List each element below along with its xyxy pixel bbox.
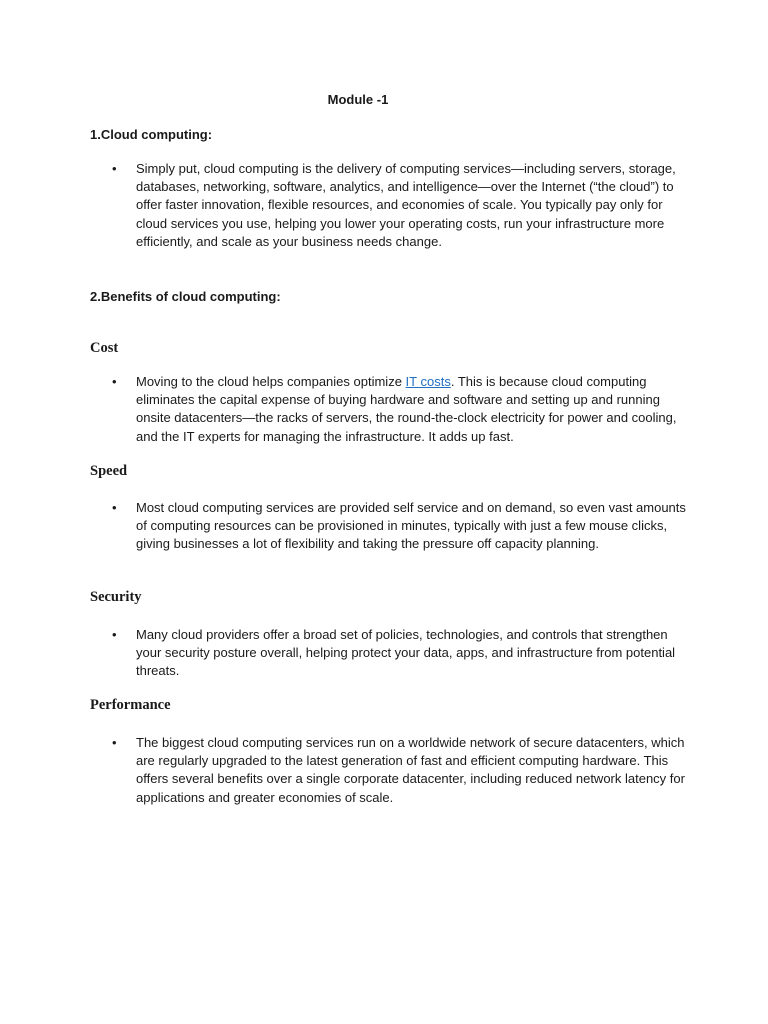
paragraph-cost-text-after: . This is because cloud computing eliminates the capital expense of buying hardware and software and setting up and running onsite datacenters—the racks of servers, the round-the-clock electricity for power and cooling, and the IT experts for managing the infrastructure. It adds up fast. [136,374,677,444]
paragraph-speed: Most cloud computing services are provided self service and on demand, so even vast amounts of computing resources can be provisioned in minutes, typically with just a few mouse clicks, giving businesses a lot of flexibility and taking the pressure off capacity planning. [136,500,686,552]
subheading-cost: Cost [90,340,119,356]
paragraph-cost [136,373,690,446]
bullet-icon: • [112,374,117,389]
bullet-icon: • [112,500,117,515]
paragraph-cloud-computing: Simply put, cloud computing is the delivery of computing services—including servers, storage, databases, networking, software, analytics, and intelligence—over the Internet (“the cloud”) to offer faster innovation, flexible resources, and economies of scale. You typically pay only for cloud services you use, helping you lower your operating costs, run your infrastructure more efficiently, and scale as your business needs change. [136,161,676,249]
bullet-icon: • [112,627,117,642]
it-costs-link[interactable]: IT costs [405,374,451,389]
subheading-speed: Speed [90,463,128,479]
list-item [90,499,690,554]
section-heading-benefits: 2.Benefits of cloud computing: [90,289,281,304]
bullet-icon: • [112,735,117,750]
subheading-performance: Performance [90,697,171,713]
paragraph-security: Many cloud providers offer a broad set of policies, technologies, and controls that strengthen your security posture overall, helping protect your data, apps, and infrastructure from potential threats. [136,627,676,679]
list-item [90,734,690,807]
list-item [90,373,690,446]
subheading-security: Security [90,589,142,605]
list-item [90,626,690,681]
paragraph-cost-text-before: Moving to the cloud helps companies optimize [136,374,406,389]
bullet-icon: • [112,161,117,176]
paragraph-performance: The biggest cloud computing services run on a worldwide network of secure datacenters, which are regularly upgraded to the latest generation of fast and efficient computing hardware. This offers several benefits over a single corporate datacenter, including reduced network latency for applications and greater economies of scale. [136,735,685,805]
section-heading-cloud-computing: 1.Cloud computing: [90,127,213,142]
list-item [90,160,690,251]
page-title: Module -1 [327,92,389,107]
